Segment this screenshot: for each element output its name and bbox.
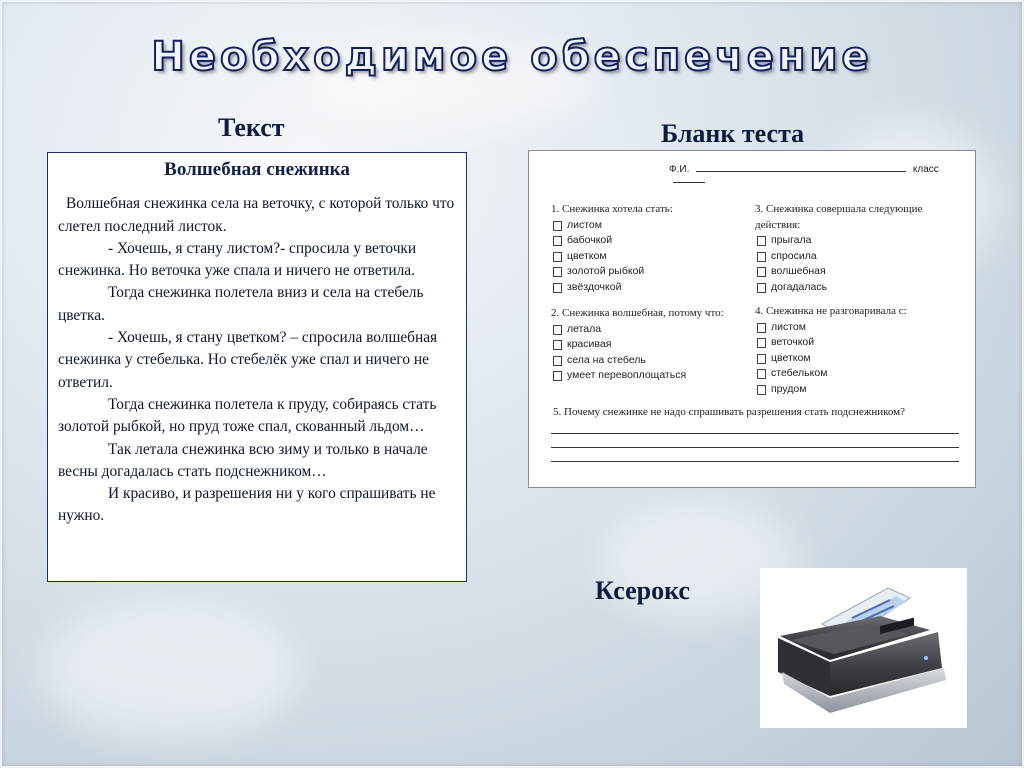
- answer-line: [551, 433, 959, 434]
- scanner-photo: [760, 568, 967, 728]
- option: летала: [551, 322, 724, 338]
- option: прудом: [755, 382, 907, 398]
- question-text: 3. Снежинка совершала следующие действия:: [755, 203, 923, 231]
- option: бабочкой: [551, 233, 673, 249]
- question-text: 1. Снежинка хотела стать:: [551, 203, 673, 215]
- story-paragraph: - Хочешь, я стану цветком? – спросила волшебная снежинка у стебелька. Но стебелёк уже спал и ничего не ответил.: [58, 329, 438, 391]
- question-2: [551, 306, 724, 384]
- story-text-box: [47, 152, 467, 582]
- form-heading: Бланк теста: [661, 119, 805, 148]
- scanner-icon: [760, 568, 967, 728]
- option: волшебная: [755, 264, 955, 280]
- option: прыгала: [755, 233, 955, 249]
- option: спросила: [755, 249, 955, 265]
- answer-line: [551, 461, 959, 462]
- story-paragraph: - Хочешь, я стану листом?- спросила у веточки снежинка. Но веточка уже спала и ничего не ответила.: [58, 239, 417, 280]
- option: веточкой: [755, 335, 907, 351]
- question-1: [551, 202, 673, 295]
- name-label: Ф.И.: [669, 164, 690, 175]
- xerox-heading: Ксерокс: [595, 576, 690, 605]
- story-title: Волшебная снежинка: [164, 159, 350, 180]
- story-paragraph: Тогда снежинка полетела вниз и села на стебель цветка.: [58, 284, 424, 324]
- question-text: 2. Снежинка волшебная, потому что:: [551, 307, 724, 319]
- question-text: 4. Снежинка не разговаривала с:: [755, 305, 907, 317]
- option: цветком: [551, 249, 673, 265]
- option: листом: [755, 320, 907, 336]
- story-paragraph: Тогда снежинка полетела к пруду, собираясь стать золотой рыбкой, но пруд тоже спал, скованный льдом…: [58, 395, 437, 436]
- option: золотой рыбкой: [551, 264, 673, 280]
- option: звёздочкой: [551, 280, 673, 296]
- option: листом: [551, 218, 673, 234]
- option: села на стебель: [551, 353, 724, 369]
- question-4: [755, 304, 907, 397]
- slide-title: Необходимое обеспечение: [151, 34, 873, 80]
- name-class-line: [669, 164, 975, 186]
- story-paragraph: Так летала снежинка всю зиму и только в начале весны догадалась стать подснежником…: [58, 440, 428, 480]
- question-3: [755, 202, 955, 295]
- text-heading: Текст: [218, 113, 285, 142]
- answer-line: [551, 447, 959, 448]
- test-form-image: [528, 150, 976, 488]
- class-label: класс: [912, 164, 939, 175]
- option: умеет перевоплощаться: [551, 368, 724, 384]
- option: стебельком: [755, 366, 907, 382]
- option: догадалась: [755, 280, 955, 296]
- story-paragraph: И красиво, и разрешения ни у кого спрашивать не нужно.: [58, 485, 436, 525]
- story-paragraph: Волшебная снежинка села на веточку, с которой только что слетел последний листок.: [58, 195, 455, 235]
- option: красивая: [551, 337, 724, 353]
- question-5: 5. Почему снежинке не надо спрашивать разрешения стать подснежником?: [553, 406, 906, 418]
- option: цветком: [755, 351, 907, 367]
